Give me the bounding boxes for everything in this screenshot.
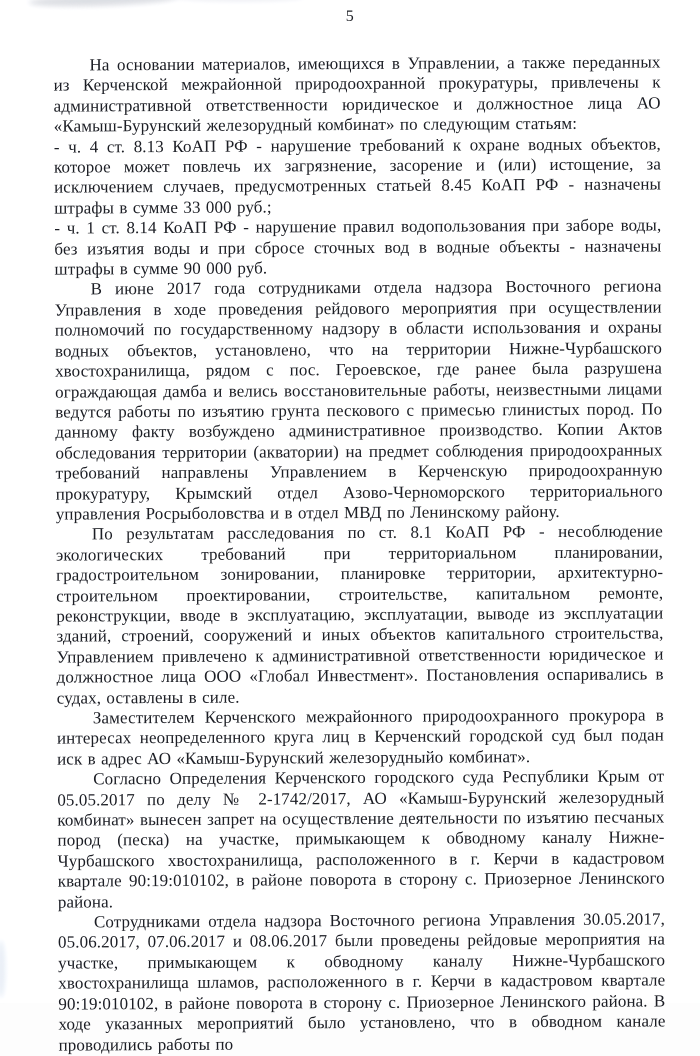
paragraph: Согласно Определения Керченского городского суда Республики Крым от 05.05.2017 по делу № 2-1742/2017, АО «Камыш-Бурунский железорудный комбинат» вынесен запрет на осуществление деятельности по изъятию песчаных пород (песка) на участке, примыкающем к обводному каналу Нижне-Чурбашского хвостохранилища, расположенного в г. Керчи в кадастровом квартале 90:19:010102, в районе поворота в сторону с. Приозерное Ленинского района. bbox=[57, 766, 665, 912]
scan-smudge-artifact bbox=[0, 939, 6, 999]
paragraph: По результатам расследования по ст. 8.1 КоАП РФ - несоблюдение экологических требований при территориальном планировании, градостроительном зонировании, планировке территории, архитектурно-строительном проектировании, строительстве, капитальном ремонте, реконструкции, вводе в эксплуатацию, эксплуатации, выводе из эксплуатации зданий, строений, сооружений и иных объектов капитального строительства, Управлением привлечено к административной ответственности юридическое и должностное лица ООО «Глобал Инвестмент». Постановления оспаривались в судах, оставлены в силе. bbox=[55, 521, 664, 708]
paragraph: В июне 2017 года сотрудниками отдела надзора Восточного региона Управления в ходе проведения рейдового мероприятия при осуществлении полномочий по государственному надзору в области использования и охраны водных объектов, установлено, что на территории Нижне-Чурбашского хвостохранилища, рядом с пос. Героевское, где ранее была разрушена ограждающая дамба и велись восстановительные работы, неизвестными лицами ведутся работы по изъятию грунта пескового с примесью глинистых пород. По данному факту возбуждено административное производство. Копии Актов обследования территории (акватории) на предмет соблюдения природоохранных требований направлены Управлением в Керченскую природоохранную прокуратуру, Крымский отдел Азово-Черноморского территориального управления Росрыболовства и в отдел МВД по Ленинскому району. bbox=[54, 276, 663, 524]
page-number: 5 bbox=[345, 8, 355, 25]
paragraph: - ч. 1 ст. 8.14 КоАП РФ - нарушение правил водопользования при заборе воды, без изъятия воды и при сбросе сточных вод в водные объекты - назначены штрафы в сумме 90 000 руб. bbox=[54, 215, 662, 279]
paragraph: Заместителем Керченского межрайонного природоохранного прокурора в интересах неопределенного круга лиц в Керченский городской суд был подан иск в адрес АО «Камыш-Бурунский железорудныйо комбинат». bbox=[56, 705, 665, 769]
paragraph: Сотрудниками отдела надзора Восточного региона Управления 30.05.2017, 05.06.2017, 07.06.2017 и 08.06.2017 были проведены рейдовые мероприятия на участке, примыкающем к обводному каналу Нижне-Чурбашского хвостохранилища шламов, расположенного в г. Керчи в кадастровом квартале 90:19:010102, в районе поворота в сторону с. Приозерное Ленинского района. В ходе указанных мероприятий было установлено, что в обводном канале проводились работы по bbox=[57, 909, 666, 1055]
document-body bbox=[53, 52, 665, 1055]
paragraph: - ч. 4 ст. 8.13 КоАП РФ - нарушение требований к охране водных объектов, которое может повлечь их загрязнение, засорение и (или) истощение, за исключением случаев, предусмотренных статьей 8.45 КоАП РФ - назначены штрафы в сумме 33 000 руб.; bbox=[53, 134, 662, 218]
scan-smudge-artifact bbox=[175, 0, 305, 2]
paragraph: На основании материалов, имеющихся в Управлении, а также переданных из Керченской межрайонной природоохранной прокуратуры, привлечены к административной ответственности юридическое и должностное лица АО «Камыш-Бурунский железорудный комбинат» по следующим статьям: bbox=[53, 52, 661, 136]
